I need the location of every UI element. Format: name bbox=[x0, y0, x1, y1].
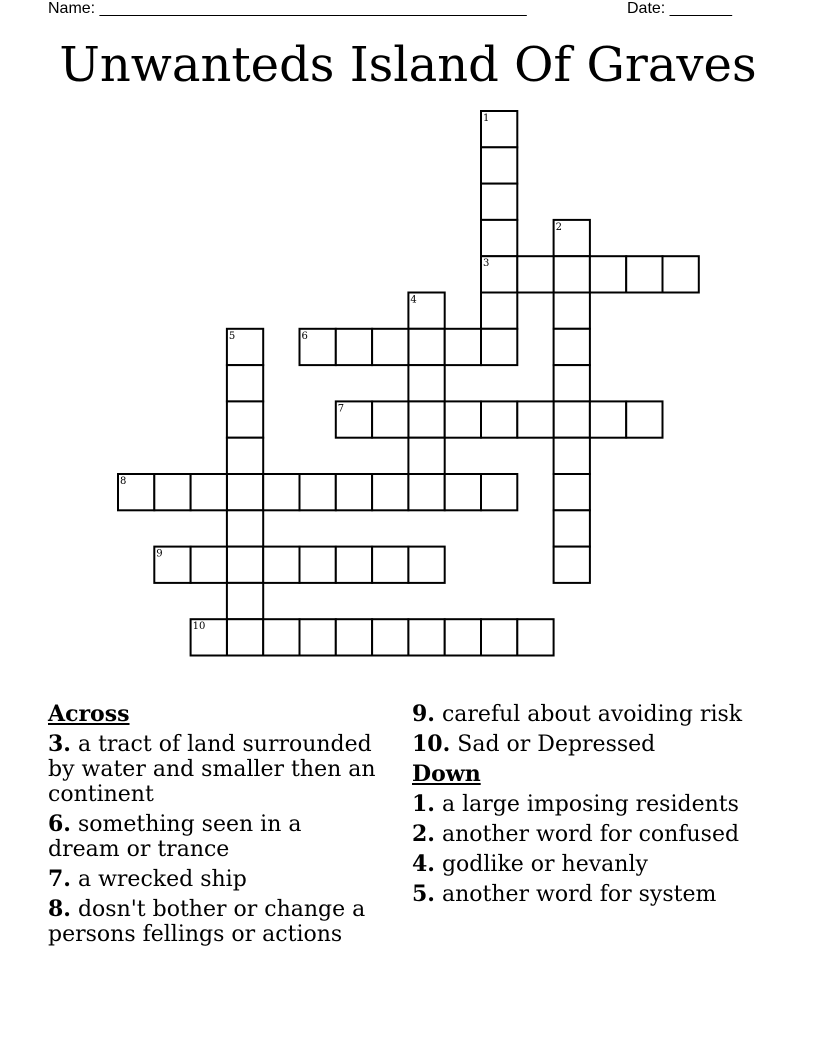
grid-cell[interactable] bbox=[154, 474, 190, 510]
grid-cell[interactable] bbox=[554, 438, 590, 474]
clue-down-4 bbox=[412, 852, 772, 877]
grid-cell[interactable] bbox=[372, 547, 408, 583]
grid-cell[interactable] bbox=[336, 329, 372, 365]
grid-cell[interactable] bbox=[554, 474, 590, 510]
grid-cell[interactable] bbox=[445, 474, 481, 510]
cell-number: 5 bbox=[228, 330, 236, 342]
grid-cell[interactable] bbox=[554, 256, 590, 292]
clue-number: 2. bbox=[412, 821, 435, 847]
cell-number: 4 bbox=[410, 294, 417, 306]
grid-cell[interactable] bbox=[481, 474, 517, 510]
grid-cell[interactable] bbox=[336, 547, 372, 583]
grid-cell[interactable] bbox=[408, 547, 444, 583]
cell-number: 8 bbox=[120, 476, 127, 487]
grid-cell[interactable] bbox=[227, 619, 263, 655]
grid-cell[interactable] bbox=[336, 619, 372, 655]
clue-text: Sad or Depressed bbox=[457, 732, 656, 757]
clue-number: 10. bbox=[412, 731, 451, 757]
grid-cell[interactable] bbox=[300, 547, 336, 583]
clue-across-7 bbox=[48, 867, 378, 892]
clue-down-2 bbox=[412, 822, 772, 847]
grid-cell[interactable] bbox=[408, 365, 444, 401]
cell-number: 7 bbox=[337, 403, 345, 415]
clues-column-right bbox=[412, 702, 772, 912]
clue-text: a large imposing residents bbox=[441, 792, 739, 817]
grid-cell[interactable] bbox=[481, 147, 517, 183]
clue-down-5 bbox=[412, 882, 772, 907]
clue-text: dosn't bother or change a persons fellings or actions bbox=[48, 897, 366, 947]
grid-cell[interactable] bbox=[263, 619, 299, 655]
grid-cell[interactable] bbox=[554, 547, 590, 583]
grid-cell[interactable] bbox=[227, 474, 263, 510]
cell-number: 2 bbox=[555, 221, 562, 233]
grid-cell[interactable] bbox=[445, 401, 481, 437]
clue-text: godlike or hevanly bbox=[441, 852, 648, 877]
grid-cell[interactable] bbox=[372, 619, 408, 655]
grid-cell[interactable] bbox=[227, 583, 263, 619]
grid-cell[interactable] bbox=[408, 438, 444, 474]
grid-cell[interactable] bbox=[517, 401, 553, 437]
grid-cell[interactable] bbox=[300, 619, 336, 655]
down-heading: Down bbox=[412, 761, 481, 787]
grid-cell[interactable] bbox=[263, 474, 299, 510]
clue-text: careful about avoiding risk bbox=[441, 702, 743, 727]
grid-cell[interactable] bbox=[227, 365, 263, 401]
clue-number: 6. bbox=[48, 811, 71, 837]
grid-cell[interactable] bbox=[263, 547, 299, 583]
grid-cell[interactable] bbox=[191, 547, 227, 583]
grid-cell[interactable] bbox=[481, 293, 517, 329]
grid-cell[interactable] bbox=[663, 256, 699, 292]
grid-cell[interactable] bbox=[517, 619, 553, 655]
grid-cell[interactable] bbox=[300, 474, 336, 510]
clue-number: 5. bbox=[412, 881, 435, 907]
grid-cell[interactable] bbox=[191, 474, 227, 510]
cell-number: 1 bbox=[483, 113, 490, 124]
grid-cell[interactable] bbox=[336, 474, 372, 510]
grid-cell[interactable] bbox=[372, 401, 408, 437]
date-field-line: Date: _______ bbox=[627, 0, 732, 17]
grid-cell[interactable] bbox=[408, 401, 444, 437]
grid-cell[interactable] bbox=[481, 401, 517, 437]
puzzle-title: Unwanteds Island Of Graves bbox=[59, 37, 757, 93]
clue-across-6 bbox=[48, 812, 378, 862]
grid-cell[interactable] bbox=[372, 474, 408, 510]
clue-number: 8. bbox=[48, 896, 71, 922]
clue-down-1 bbox=[412, 792, 772, 817]
clue-across-9 bbox=[412, 702, 772, 727]
grid-cell[interactable] bbox=[227, 547, 263, 583]
clue-number: 7. bbox=[48, 866, 71, 892]
grid-cell[interactable] bbox=[408, 329, 444, 365]
clue-number: 4. bbox=[412, 851, 435, 877]
grid-cell[interactable] bbox=[554, 510, 590, 546]
cell-number: 3 bbox=[483, 258, 490, 270]
cell-number: 6 bbox=[301, 330, 308, 342]
clue-across-8 bbox=[48, 897, 378, 947]
grid-cell[interactable] bbox=[372, 329, 408, 365]
clue-across-10 bbox=[412, 732, 772, 757]
clue-text: a wrecked ship bbox=[77, 867, 247, 892]
cell-number: 9 bbox=[156, 548, 163, 560]
grid-cell[interactable] bbox=[590, 401, 626, 437]
clue-text: something seen in a dream or trance bbox=[48, 812, 302, 862]
grid-cell[interactable] bbox=[554, 329, 590, 365]
grid-cell[interactable] bbox=[590, 256, 626, 292]
grid-cell[interactable] bbox=[481, 619, 517, 655]
grid-cell[interactable] bbox=[227, 401, 263, 437]
grid-cell[interactable] bbox=[408, 474, 444, 510]
grid-cell[interactable] bbox=[481, 184, 517, 220]
grid-cell[interactable] bbox=[408, 619, 444, 655]
grid-cell[interactable] bbox=[554, 401, 590, 437]
grid-cell[interactable] bbox=[517, 256, 553, 292]
grid-cell[interactable] bbox=[227, 510, 263, 546]
grid-cell[interactable] bbox=[445, 329, 481, 365]
grid-cell[interactable] bbox=[554, 293, 590, 329]
cell-number: 10 bbox=[192, 621, 206, 633]
clue-text: another word for system bbox=[441, 882, 717, 907]
grid-cell[interactable] bbox=[445, 619, 481, 655]
clue-text: a tract of land surrounded by water and smaller then an continent bbox=[48, 732, 376, 807]
name-field-line: Name: ________________________________________________ bbox=[48, 0, 527, 17]
grid-cell[interactable] bbox=[554, 365, 590, 401]
clues-column-left bbox=[48, 702, 378, 952]
grid-cell[interactable] bbox=[626, 401, 662, 437]
clue-number: 9. bbox=[412, 701, 435, 727]
grid-cell[interactable] bbox=[481, 220, 517, 256]
grid-cell[interactable] bbox=[481, 329, 517, 365]
grid-cell[interactable] bbox=[227, 438, 263, 474]
clue-across-3 bbox=[48, 732, 378, 807]
across-heading: Across bbox=[48, 701, 130, 727]
clue-number: 3. bbox=[48, 731, 71, 757]
clue-number: 1. bbox=[412, 791, 435, 817]
clue-text: another word for confused bbox=[441, 822, 740, 847]
grid-cell[interactable] bbox=[626, 256, 662, 292]
